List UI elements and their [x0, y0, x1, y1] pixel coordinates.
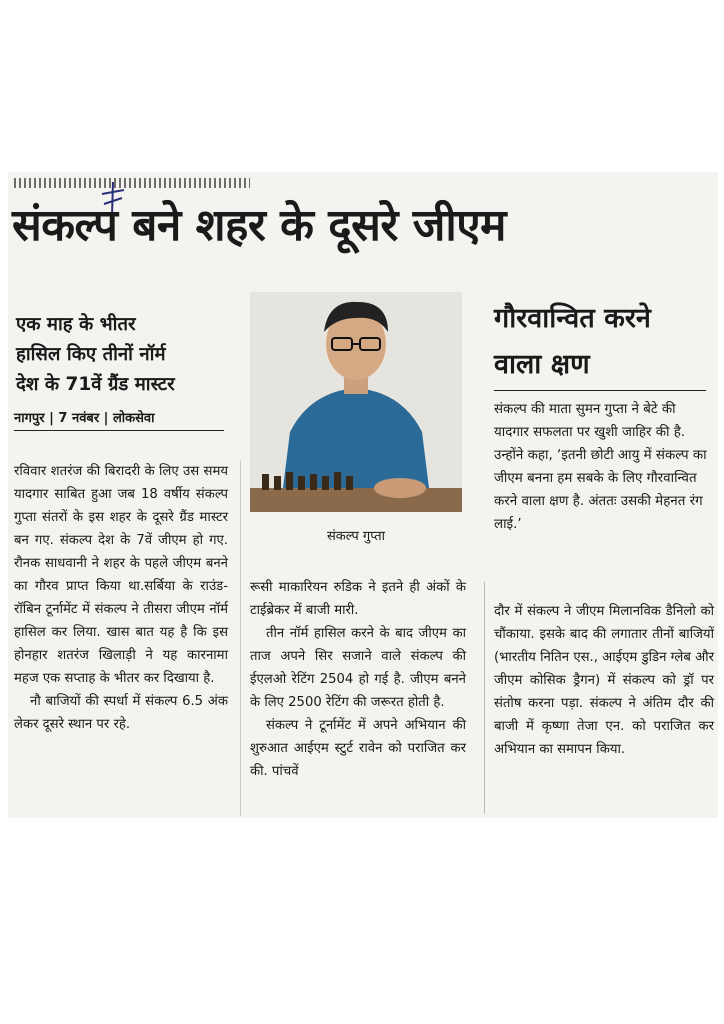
paragraph: रविवार शतरंज की बिरादरी के लिए उस समय यादगार साबित हुआ जब 18 वर्षीय संकल्प गुप्ता संतरों के इस शहर के दूसरे ग्रैंड मास्टर बन गए. संकल्प देश के 7वें जीएम हो गए. रौनक साधवानी ने शहर के पहले जीएम बनने का गौरव प्राप्त किया था.सर्बिया के राउंड-रॉबिन टूर्नामेंट में संकल्प ने तीसरा जीएम नॉर्म हासिल कर लिया. खास बात यह है कि इस होनहार शतरंज खिलाड़ी ने यह कारनामा महज एक सप्ताह के भीतर कर दिखाया है.	[14, 464, 228, 686]
player-photo	[250, 292, 462, 512]
person-illustration	[250, 292, 462, 512]
paragraph: दौर में संकल्प ने जीएम मिलानविक डैनिलो को चौंकाया. इसके बाद की लगातार तीनों बाजियों (भारतीय नितिन एस., आईएम डुडिन ग्लेब और जीएम कोसिक ड्रैगन) में संकल्प को ड्रॉ पर संतोष करना पड़ा. संकल्प ने अंतिम दौर की बाजी में कृष्णा तेजा एन. को पराजित कर अभियान का समापन किया.	[494, 604, 714, 757]
page-header-strip	[14, 178, 250, 188]
column-divider	[240, 460, 241, 816]
deck-line-3: देश के 71वें ग्रैंड मास्टर	[16, 374, 175, 395]
dateline: नागपुर | 7 नवंबर | लोकसेवा	[14, 408, 224, 431]
column-divider	[484, 582, 485, 814]
deck	[16, 310, 236, 400]
paragraph: रूसी माकारियन रुडिक ने इतने ही अंकों के टाईब्रेकर में बाजी मारी.	[250, 580, 466, 618]
sidebar-rule	[494, 390, 706, 391]
sidebar-heading-line-1: गौरवान्वित करने	[494, 303, 651, 334]
article-column-1	[14, 460, 228, 736]
sidebar-heading	[494, 296, 716, 388]
headline: संकल्प बने शहर के दूसरे जीएम	[12, 200, 506, 251]
photo-caption: संकल्प गुप्ता	[327, 529, 385, 544]
article-column-3	[494, 600, 714, 761]
paragraph: संकल्प ने टूर्नामेंट में अपने अभियान की शुरुआत आईएम स्टुर्ट रावेन को पराजित कर की. पांचवें	[250, 718, 466, 779]
paragraph: तीन नॉर्म हासिल करने के बाद जीएम का ताज अपने सिर सजाने वाले संकल्प की ईएलओ रेटिंग 2504 हो गई है. जीएम बनने के लिए 2500 रेटिंग की जरूरत होती है.	[250, 626, 466, 710]
sidebar-heading-line-2: वाला क्षण	[494, 349, 590, 380]
deck-line-1: एक माह के भीतर	[16, 314, 136, 335]
sidebar-text: संकल्प की माता सुमन गुप्ता ने बेटे की यादगार सफलता पर खुशी जाहिर की है. उन्होंने कहा, ‘इतनी छोटी आयु में संकल्प का जीएम बनना हम सबके के लिए गौरवान्वित करने वाला क्षण है. अंततः उसकी मेहनत रंग लाई.’	[494, 402, 707, 532]
paragraph: नौ बाजियों की स्पर्धा में संकल्प 6.5 अंक लेकर दूसरे स्थान पर रहे.	[14, 694, 228, 732]
deck-line-2: हासिल किए तीनों नॉर्म	[16, 344, 166, 365]
article-column-2	[250, 576, 466, 783]
